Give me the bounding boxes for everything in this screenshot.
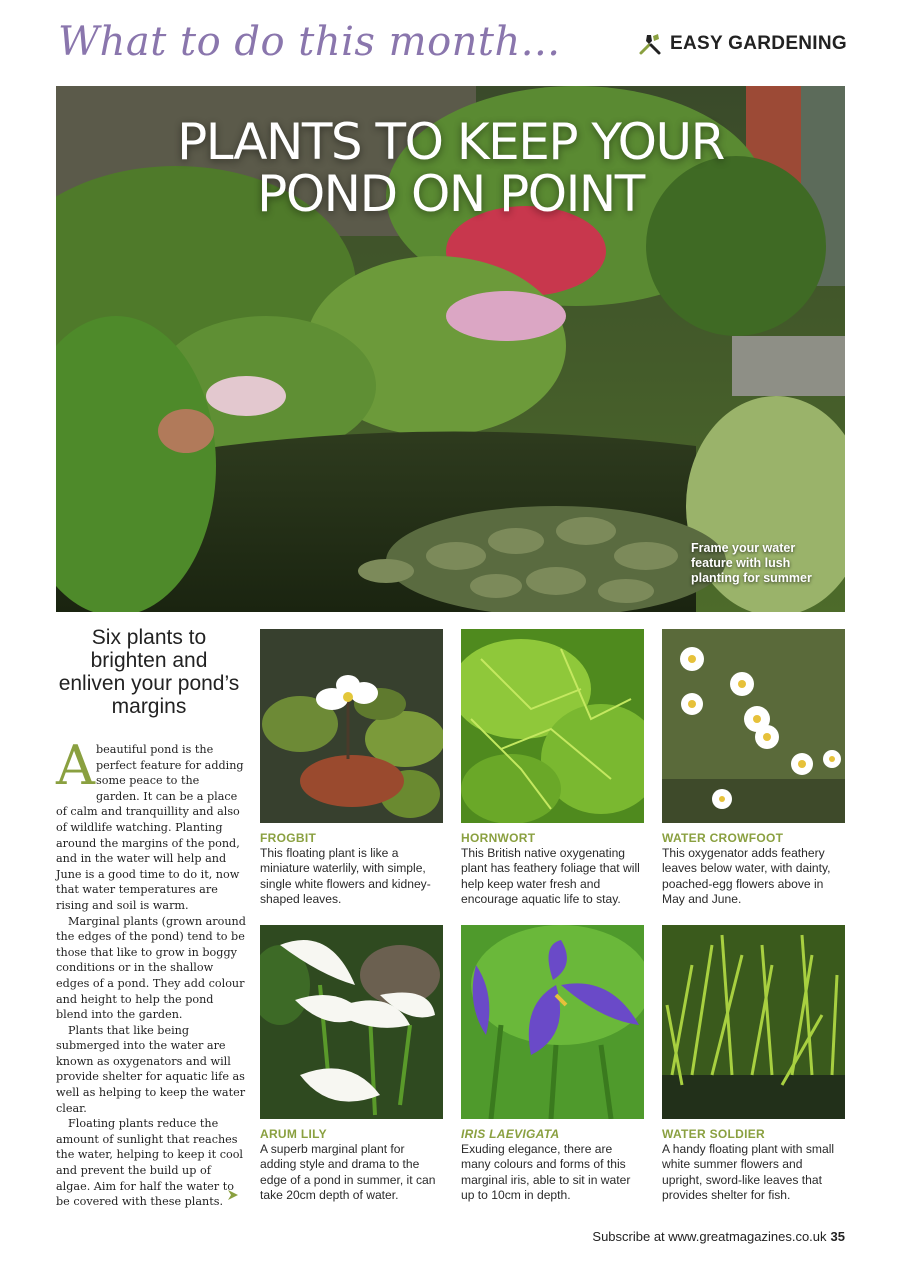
plant-name: FROGBIT — [260, 831, 317, 845]
hornwort-photo — [461, 629, 644, 823]
plant-name: ARUM LILY — [260, 1127, 327, 1141]
continue-arrow-icon — [226, 1188, 240, 1202]
page-number: 35 — [830, 1229, 845, 1244]
plant-name: HORNWORT — [461, 831, 536, 845]
intro-paragraph-4: Floating plants reduce the amount of sunlight that reaches the water, helping to keep it cool and prevent the build up of algae. Aim for half the water to be covered with these plants. — [56, 1117, 244, 1209]
plant-card-hornwort — [461, 629, 644, 907]
plant-description: A superb marginal plant for adding style and drama to the edge of a pond in summer, it can take 20cm depth of water. — [260, 1142, 436, 1202]
hero-title-line2: POND ON POINT — [257, 165, 644, 223]
arum-lily-photo — [260, 925, 443, 1119]
plant-description: A handy floating plant with small white summer flowers and upright, sword-like leaves that provides shelter for fish. — [662, 1142, 835, 1202]
plant-description: This oxygenator adds feathery leaves below water, with dainty, poached-egg flowers above in May and June. — [662, 846, 831, 906]
section-tag — [638, 30, 847, 58]
plant-name: IRIS LAEVIGATA — [461, 1127, 560, 1141]
plant-name: WATER SOLDIER — [662, 1127, 766, 1141]
dropcap: A — [56, 734, 95, 797]
garden-tools-icon — [638, 32, 662, 56]
hero-title-line1: PLANTS TO KEEP YOUR — [177, 113, 724, 171]
page-footer — [592, 1229, 845, 1244]
iris-laevigata-photo — [461, 925, 644, 1119]
plant-description: Exuding elegance, there are many colours and forms of this marginal iris, able to sit in water up to 10cm in depth. — [461, 1142, 631, 1202]
hero-image — [56, 86, 845, 612]
frogbit-photo — [260, 629, 443, 823]
plant-card-water-soldier — [662, 925, 845, 1203]
plant-name: WATER CROWFOOT — [662, 831, 784, 845]
kicker-heading: What to do this month... — [58, 19, 561, 65]
water-crowfoot-photo — [662, 629, 845, 823]
intro-subhead: Six plants to brighten and enliven your pond’s margins — [58, 626, 240, 718]
plant-description: This floating plant is like a miniature waterlily, with simple, single white flowers and kidney-shaped leaves. — [260, 846, 431, 906]
intro-paragraph-2: Marginal plants (grown around the edges of the pond) tend to be those that like to grow in boggy conditions or in the shallow edges of a pond. They add colour and height to help the pond blend into the garden. — [56, 914, 246, 1022]
section-tag-label: EASY GARDENING — [670, 33, 847, 54]
plant-card-arum-lily — [260, 925, 443, 1203]
intro-body — [56, 734, 246, 1210]
plant-card-iris-laevigata — [461, 925, 644, 1203]
plant-description: This British native oxygenating plant has feathery foliage that will help keep water fresh and encourage aquatic life to stay. — [461, 846, 640, 906]
intro-paragraph-1 — [56, 734, 246, 914]
water-soldier-photo — [662, 925, 845, 1119]
hero-caption: Frame your water feature with lush planting for summer — [691, 541, 812, 585]
hero-title — [56, 113, 845, 223]
plant-card-water-crowfoot — [662, 629, 845, 907]
intro-paragraph-1-text: beautiful pond is the perfect feature for adding some peace to the garden. It can be a place of calm and tranquillity and also of wildlife watching. Planting around the margins of the pond, and in the water will help and June is a good time to do it, now that water temperatures are rising and soil is warm. — [56, 743, 244, 912]
intro-paragraph-3: Plants that like being submerged into the water are known as oxygenators and will provide shelter for aquatic life as well as helping to keep the water clear. — [56, 1023, 246, 1115]
plant-card-frogbit — [260, 629, 443, 907]
subscribe-text: Subscribe at www.greatmagazines.co.uk — [592, 1229, 827, 1244]
